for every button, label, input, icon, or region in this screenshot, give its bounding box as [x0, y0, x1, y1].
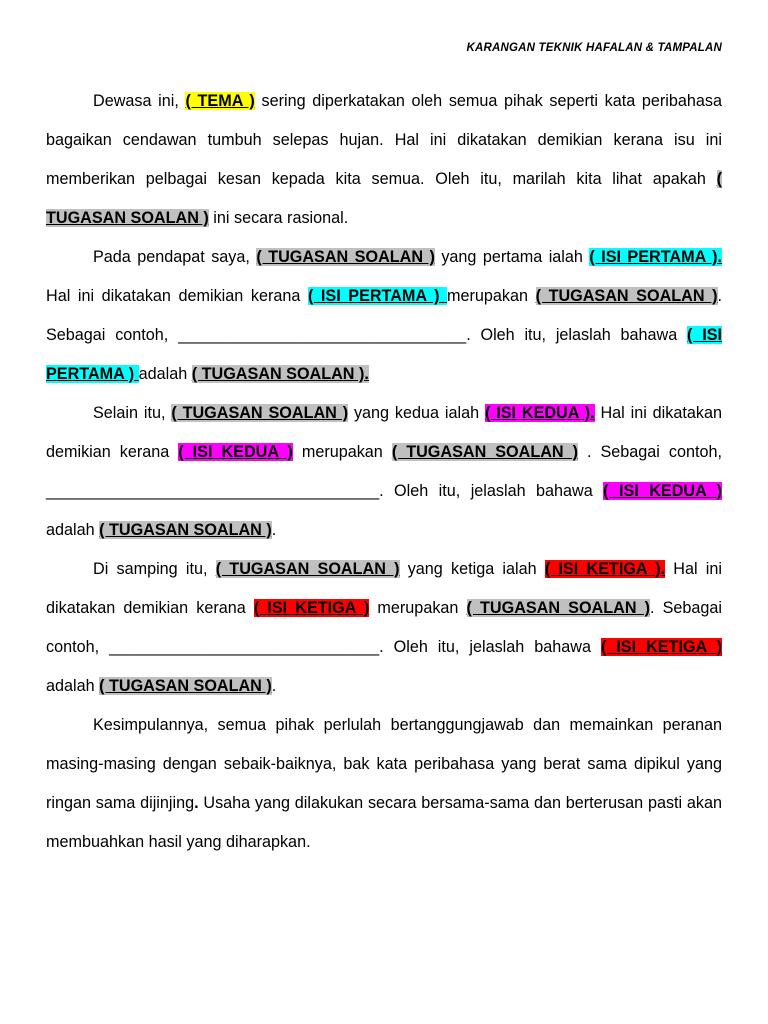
tugasan-placeholder: ( TUGASAN SOALAN ): [535, 287, 718, 305]
isi-pertama-placeholder: ( ISI PERTAMA ).: [589, 248, 723, 266]
text: . Sebagai contoh,: [46, 599, 723, 656]
text: . Oleh itu, jelaslah bahawa: [466, 326, 688, 344]
text: adalah: [46, 521, 100, 539]
text: yang ketiga ialah: [399, 560, 545, 578]
tugasan-placeholder: ( TUGASAN SOALAN ): [46, 170, 722, 227]
tugasan-placeholder: ( TUGASAN SOALAN ): [171, 404, 349, 422]
text: Kesimpulannya, semua pihak perlulah bertanggungjawab dan memainkan peranan masing-masing dengan sebaik-baiknya, bak kata peribahasa yang berat sama dipikul yang ringan sama dijinjing: [46, 716, 722, 812]
tugasan-placeholder: ( TUGASAN SOALAN ).: [191, 365, 369, 383]
isi-kedua-placeholder: ( ISI KEDUA ): [603, 482, 722, 500]
paragraph-intro: [46, 82, 722, 238]
text: yang kedua ialah: [348, 404, 485, 422]
text: Selain itu,: [93, 404, 172, 422]
isi-ketiga-placeholder: ( ISI KETIGA ): [253, 599, 370, 617]
tugasan-placeholder: ( TUGASAN SOALAN ): [391, 443, 578, 461]
tugasan-placeholder: ( TUGASAN SOALAN ): [99, 677, 272, 695]
tugasan-placeholder: ( TUGASAN SOALAN ): [99, 521, 272, 539]
fill-in-blank: _____________________________________: [46, 482, 380, 500]
fill-in-blank: ________________________________: [178, 326, 467, 344]
paragraph-isi-ketiga: [46, 550, 722, 706]
text: .: [271, 677, 277, 695]
isi-ketiga-placeholder: ( ISI KETIGA ): [600, 638, 722, 656]
tema-placeholder: ( TEMA ): [185, 92, 255, 110]
text: Hal ini dikatakan demikian kerana: [46, 404, 722, 461]
text: . Sebagai contoh,: [578, 443, 723, 461]
tugasan-placeholder: ( TUGASAN SOALAN ): [466, 599, 650, 617]
isi-kedua-placeholder: ( ISI KEDUA ): [178, 443, 293, 461]
isi-pertama-placeholder: ( ISI PERTAMA ): [307, 287, 448, 305]
text: adalah: [138, 365, 192, 383]
text: adalah: [46, 677, 100, 695]
text: merupakan: [447, 287, 536, 305]
text: Di samping itu,: [93, 560, 216, 578]
text: merupakan: [292, 443, 392, 461]
text: ini secara rasional.: [208, 209, 349, 227]
text: yang pertama ialah: [434, 248, 590, 266]
isi-ketiga-placeholder: ( ISI KETIGA ).: [544, 560, 666, 578]
essay-body: [46, 82, 722, 862]
fill-in-blank: ______________________________: [109, 638, 380, 656]
text: Pada pendapat saya,: [93, 248, 257, 266]
paragraph-isi-kedua: [46, 394, 722, 550]
text: Hal ini dikatakan demikian kerana: [46, 287, 308, 305]
text: . Oleh itu, jelaslah bahawa: [379, 482, 604, 500]
text: .: [271, 521, 277, 539]
page-header: KARANGAN TEKNIK HAFALAN & TAMPALAN: [466, 42, 722, 54]
text: . Oleh itu, jelaslah bahawa: [379, 638, 601, 656]
text: Dewasa ini,: [93, 92, 186, 110]
tugasan-placeholder: ( TUGASAN SOALAN ): [256, 248, 435, 266]
text: . Sebagai contoh,: [46, 287, 722, 344]
paragraph-conclusion: [46, 706, 722, 862]
tugasan-placeholder: ( TUGASAN SOALAN ): [215, 560, 400, 578]
text: .: [194, 794, 199, 812]
text: merupakan: [369, 599, 467, 617]
isi-pertama-placeholder: ( ISI PERTAMA ): [46, 326, 722, 383]
paragraph-isi-pertama: [46, 238, 722, 394]
text: Hal ini dikatakan demikian kerana: [46, 560, 722, 617]
text: Usaha yang dilakukan secara bersama-sama dan berterusan pasti akan membuahkan hasil yang diharapkan.: [46, 794, 722, 851]
isi-kedua-placeholder: ( ISI KEDUA ).: [484, 404, 595, 422]
text: sering diperkatakan oleh semua pihak seperti kata peribahasa bagaikan cendawan tumbuh selepas hujan. Hal ini dikatakan demikian kerana isu ini memberikan pelbagai kesan kepada kita semua. Oleh itu, marilah kita lihat apakah: [46, 92, 722, 188]
